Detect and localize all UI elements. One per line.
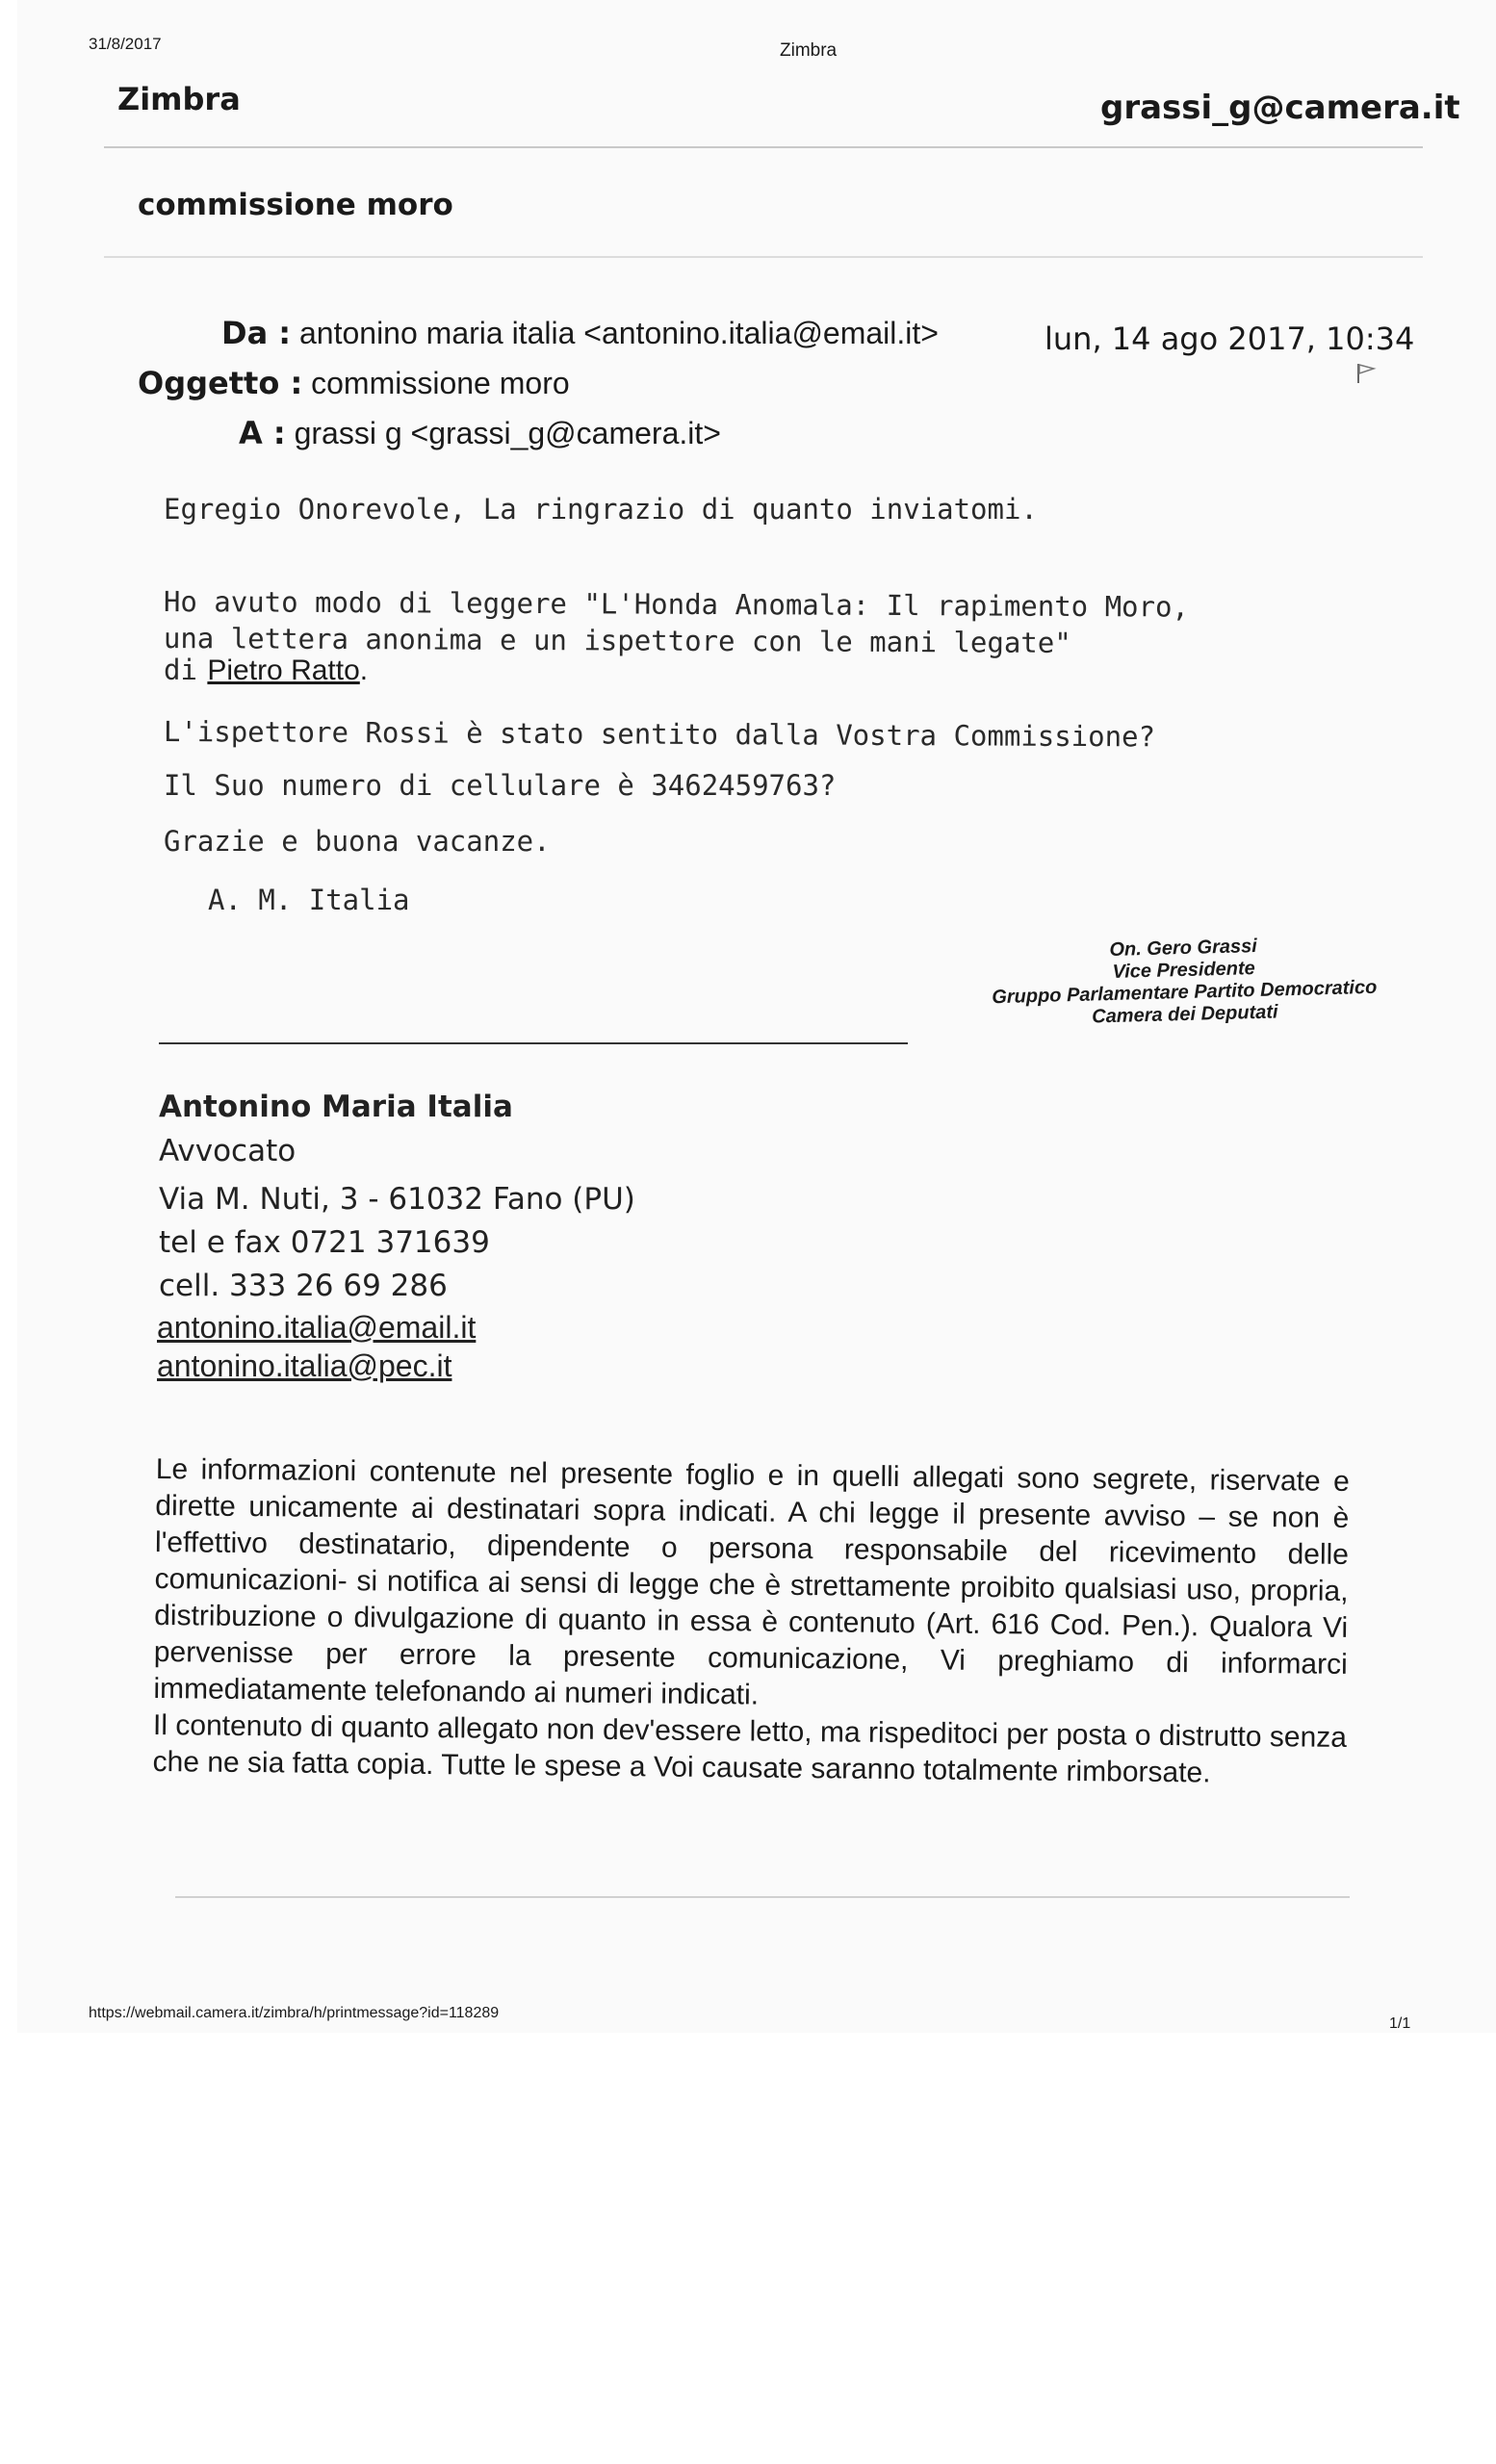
- body-greeting: Egregio Onorevole, La ringrazio di quanto inviatomi.: [164, 493, 1038, 526]
- disclaimer-paragraph-2: Il contenuto di quanto allegato non dev'essere letto, ma rispeditoci per posta o distrutto senza che ne sia fatta copia. Tutte le spese a Voi causate saranno totalmente rimborsate.: [152, 1708, 1348, 1789]
- from-label: Da :: [221, 315, 292, 351]
- signature-pec-link[interactable]: antonino.italia@pec.it: [157, 1348, 452, 1383]
- author-link[interactable]: Pietro Ratto: [207, 654, 360, 686]
- from-row: [221, 315, 939, 351]
- disclaimer-paragraph-1: Le informazioni contenute nel presente foglio e in quelli allegati sono segrete, riservate e dirette unicamente ai destinatari sopra indicati. A chi legge il presente avviso – se non è l'effettivo destinatario, dipendente o persona responsabile del ricevimento delle comunicazioni- si notifica ai sensi di legge che è strettamente proibito qualsiasi uso, propria, distribuzione o divulgazione di quanto in essa è contenuto (Art. 616 Cod. Pen.). Qualora Vi pervenisse per errore la presente comunicazione, Vi preghiamo di informarci immediatamente telefonando ai numeri indicati.: [153, 1452, 1350, 1711]
- stamp-line-2: Vice Presidente: [1112, 958, 1256, 983]
- to-value: grassi g <grassi_g@camera.it>: [294, 416, 721, 450]
- subject-divider: [104, 256, 1423, 258]
- body-question-1: L'ispettore Rossi è stato sentito dalla Vostra Commissione?: [163, 715, 1156, 754]
- signature-tel: tel e fax 0721 371639: [159, 1225, 490, 1260]
- to-row: [239, 415, 721, 451]
- header-divider: [104, 146, 1423, 148]
- body-paragraph-line-1: Ho avuto modo di leggere "L'Honda Anomala: Il rapimento Moro,: [163, 585, 1190, 624]
- footer-url: https://webmail.camera.it/zimbra/h/printmessage?id=118289: [89, 2005, 500, 2021]
- body-di: di: [164, 654, 197, 686]
- subject-heading: commissione moro: [138, 188, 453, 222]
- signature-email-link[interactable]: antonino.italia@email.it: [157, 1310, 477, 1345]
- stamp-line-1: On. Gero Grassi: [1109, 936, 1258, 962]
- signature-divider: [159, 1042, 908, 1044]
- footer-page-number: 1/1: [1389, 2015, 1411, 2032]
- bottom-divider: [175, 1896, 1350, 1898]
- stamp-line-4: Camera dei Deputati: [1091, 1001, 1278, 1028]
- signature-cell: cell. 333 26 69 286: [159, 1269, 448, 1303]
- body-question-2: Il Suo numero di cellulare è 3462459763?: [164, 769, 837, 802]
- body-signoff: A. M. Italia: [208, 884, 410, 916]
- legal-disclaimer: [152, 1451, 1350, 1793]
- from-value: antonino maria italia <antonino.italia@email.it>: [298, 316, 939, 350]
- deputy-stamp: [981, 933, 1387, 1032]
- signature-name: Antonino Maria Italia: [159, 1090, 513, 1124]
- sent-date: lun, 14 ago 2017, 10:34: [1045, 321, 1415, 357]
- body-closing: Grazie e buona vacanze.: [164, 825, 551, 858]
- subject-label: Oggetto :: [138, 365, 303, 401]
- signature-title: Avvocato: [159, 1134, 297, 1168]
- stamp-line-3: Gruppo Parlamentare Partito Democratico: [992, 976, 1378, 1009]
- flag-icon[interactable]: [1355, 362, 1377, 385]
- body-period: .: [359, 654, 369, 686]
- subject-row: [138, 365, 570, 401]
- body-paragraph-line-3: [164, 654, 368, 687]
- app-logo-text: Zimbra: [117, 81, 241, 117]
- page-title: Zimbra: [780, 40, 838, 61]
- signature-address: Via M. Nuti, 3 - 61032 Fano (PU): [159, 1182, 635, 1217]
- subject-value: commissione moro: [311, 366, 570, 400]
- body-paragraph-line-2: una lettera anonima e un ispettore con le mani legate": [163, 622, 1071, 659]
- print-date: 31/8/2017: [89, 35, 162, 53]
- account-address: grassi_g@camera.it: [1100, 89, 1460, 127]
- to-label: A :: [239, 415, 286, 451]
